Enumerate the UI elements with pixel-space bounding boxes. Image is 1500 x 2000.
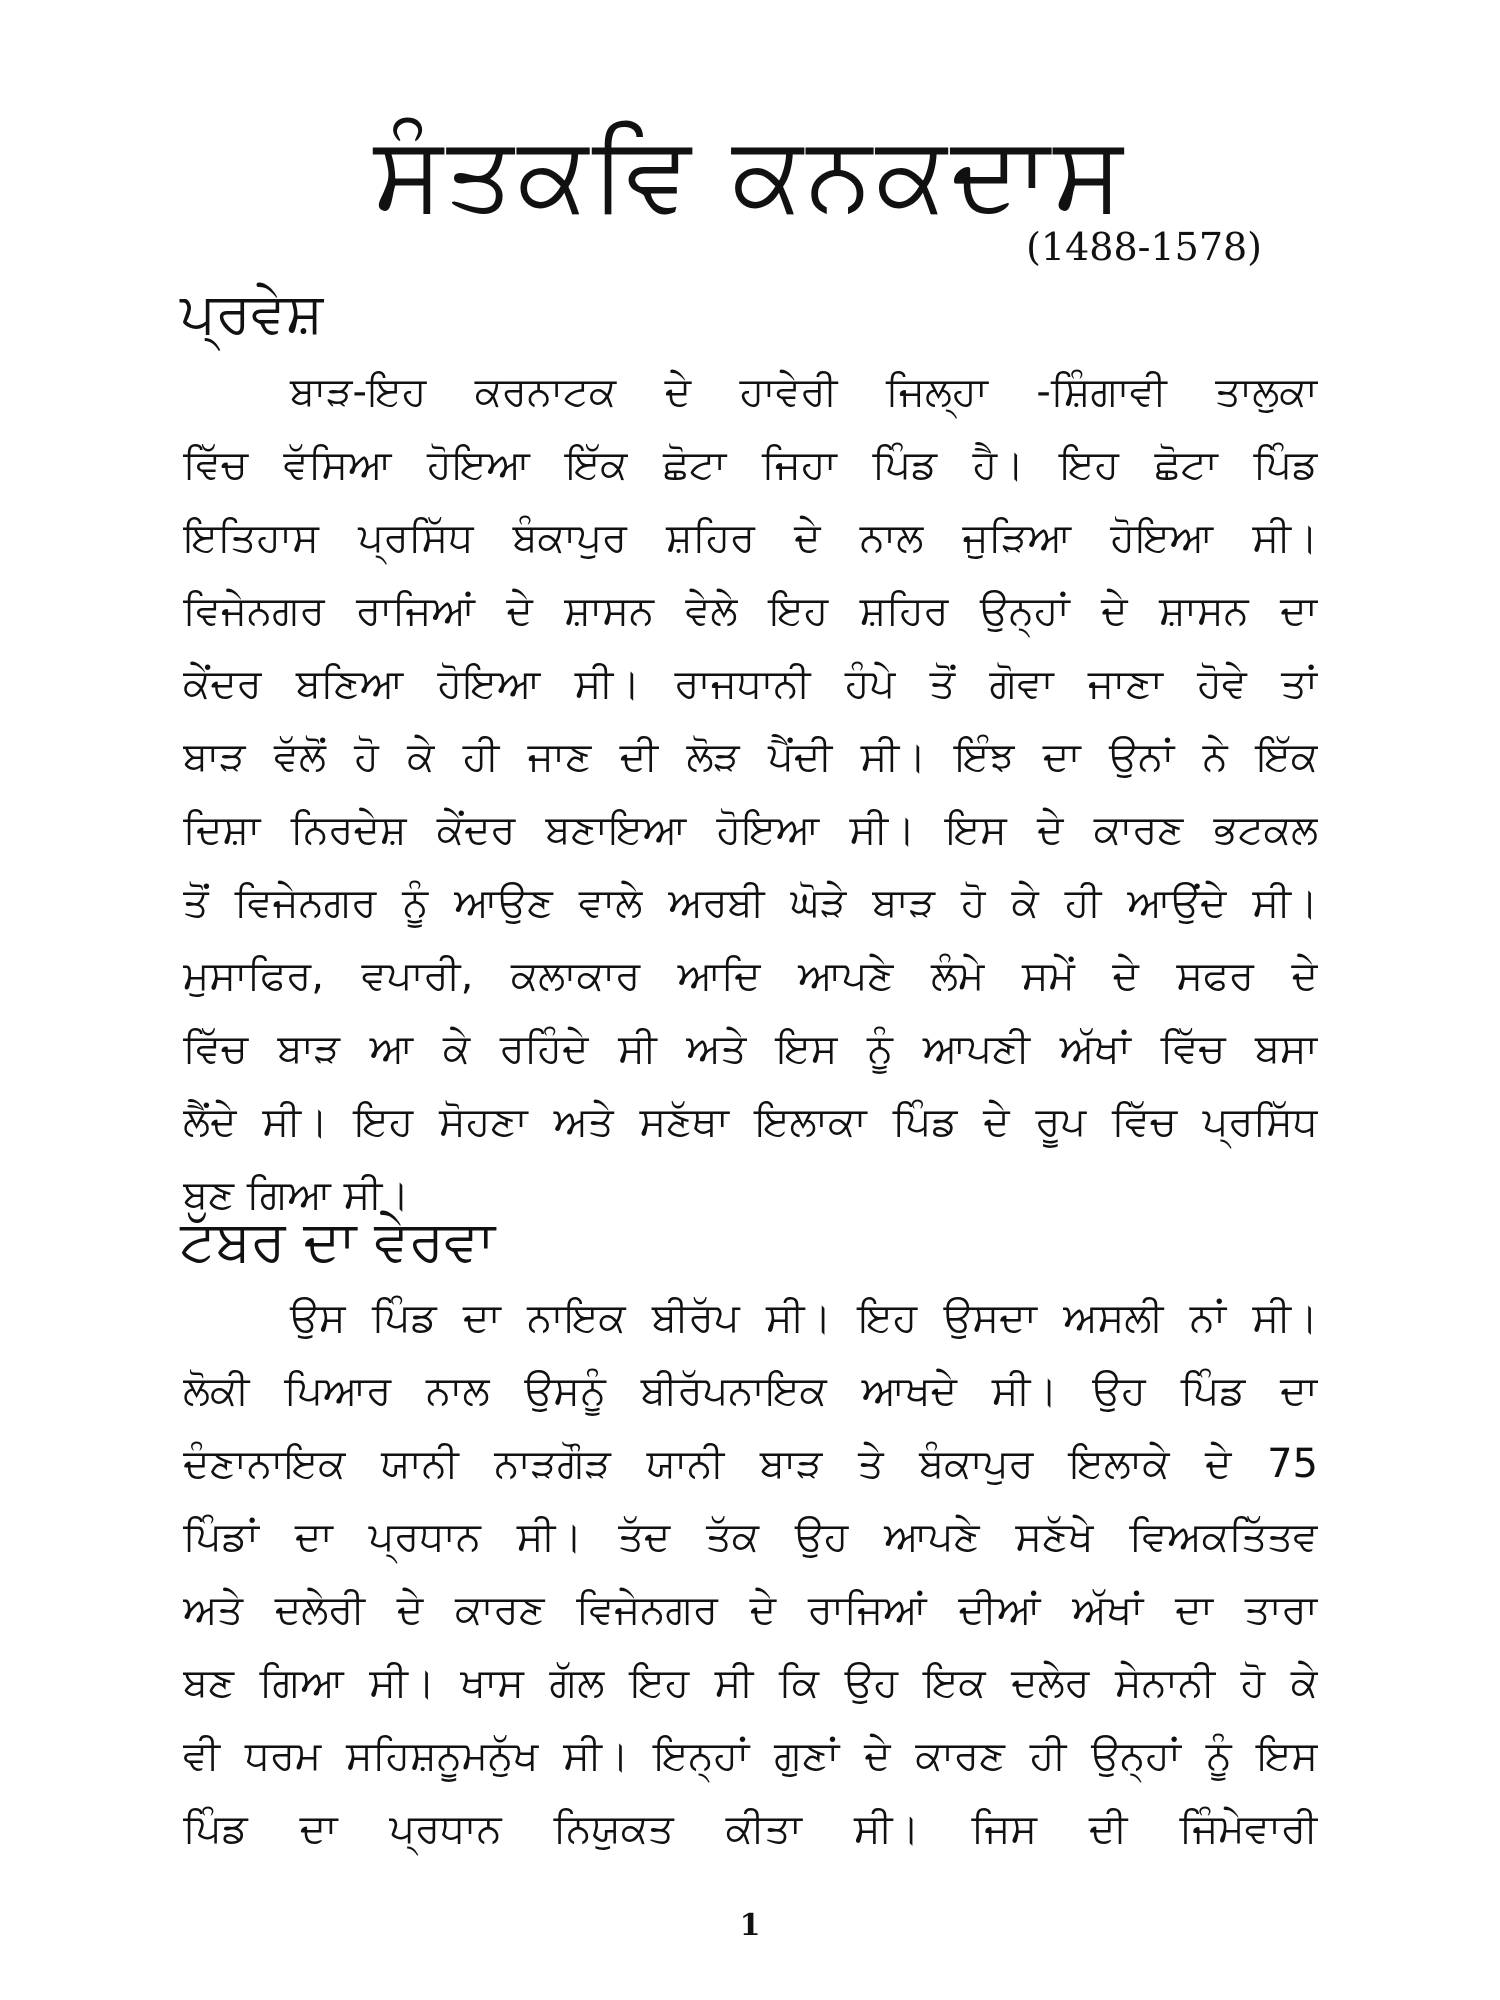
text-line: ਕੇਂਦਰ ਬਣਿਆ ਹੋਇਆ ਸੀ। ਰਾਜਧਾਨੀ ਹੰਪੇ ਤੋਂ ਗੋਵਾ ਜਾਣਾ ਹੋਵੇ ਤਾਂ (183, 661, 1318, 707)
text-line: ਵਿੱਚ ਬਾੜ ਆ ਕੇ ਰਹਿੰਦੇ ਸੀ ਅਤੇ ਇਸ ਨੂੰ ਆਪਣੀ ਅੱਖਾਂ ਵਿੱਚ ਬਸਾ (183, 1026, 1318, 1072)
text-line: ਦਿਸ਼ਾ ਨਿਰਦੇਸ਼ ਕੇਂਦਰ ਬਣਾਇਆ ਹੋਇਆ ਸੀ। ਇਸ ਦੇ ਕਾਰਣ ਭਟਕਲ (183, 807, 1318, 853)
section-heading-introduction: ਪ੍ਰਵੇਸ਼ (180, 281, 324, 346)
text-line: ਵਿੱਚ ਵੱਸਿਆ ਹੋਇਆ ਇੱਕ ਛੋਟਾ ਜਿਹਾ ਪਿੰਡ ਹੈ। ਇਹ ਛੋਟਾ ਪਿੰਡ (183, 442, 1318, 488)
text-line: ਉਸ ਪਿੰਡ ਦਾ ਨਾਇਕ ਬੀਰੱਪ ਸੀ। ਇਹ ਉਸਦਾ ਅਸਲੀ ਨਾਂ ਸੀ। (290, 1295, 1318, 1341)
text-line: ਇਤਿਹਾਸ ਪ੍ਰਸਿੱਧ ਬੰਕਾਪੁਰ ਸ਼ਹਿਰ ਦੇ ਨਾਲ ਜੁੜਿਆ ਹੋਇਆ ਸੀ। (183, 515, 1318, 561)
section-heading-family-details: ਟੱਬਰ ਦਾ ਵੇਰਵਾ (180, 1209, 496, 1274)
paragraph-family-details (183, 1282, 1318, 1866)
text-line: ਵੀ ਧਰਮ ਸਹਿਸ਼ਨੂਮਨੁੱਖ ਸੀ। ਇਨ੍ਹਾਂ ਗੁਣਾਂ ਦੇ ਕਾਰਣ ਹੀ ਉਨ੍ਹਾਂ ਨੂੰ ਇਸ (183, 1733, 1318, 1779)
text-line: ਪਿੰਡ ਦਾ ਪ੍ਰਧਾਨ ਨਿਯੁਕਤ ਕੀਤਾ ਸੀ। ਜਿਸ ਦੀ ਜਿੰਮੇਵਾਰੀ (183, 1806, 1318, 1852)
text-line: ਪਿੰਡਾਂ ਦਾ ਪ੍ਰਧਾਨ ਸੀ। ਤੱਦ ਤੱਕ ਉਹ ਆਪਣੇ ਸਣੱਖੇ ਵਿਅਕਤਿੱਤਵ (183, 1514, 1318, 1560)
text-line: ਅਤੇ ਦਲੇਰੀ ਦੇ ਕਾਰਣ ਵਿਜੇਨਗਰ ਦੇ ਰਾਜਿਆਂ ਦੀਆਂ ਅੱਖਾਂ ਦਾ ਤਾਰਾ (183, 1587, 1318, 1633)
text-line: ਵਿਜੇਨਗਰ ਰਾਜਿਆਂ ਦੇ ਸ਼ਾਸਨ ਵੇਲੇ ਇਹ ਸ਼ਹਿਰ ਉਨ੍ਹਾਂ ਦੇ ਸ਼ਾਸਨ ਦਾ (183, 588, 1318, 634)
text-line: ਲੋਕੀ ਪਿਆਰ ਨਾਲ ਉਸਨੂੰ ਬੀਰੱਪਨਾਇਕ ਆਖਦੇ ਸੀ। ਉਹ ਪਿੰਡ ਦਾ (183, 1368, 1318, 1414)
text-line: ਬਣ ਗਿਆ ਸੀ। (183, 1172, 410, 1218)
text-line: ਬਾੜ-ਇਹ ਕਰਨਾਟਕ ਦੇ ਹਾਵੇਰੀ ਜਿਲ੍ਹਾ -ਸ਼ਿੰਗਾਵੀ ਤਾਲੁਕਾ (290, 369, 1318, 415)
lifespan-years: (1488-1578) (1026, 225, 1262, 269)
text-line: ਮੁਸਾਫਿਰ, ਵਪਾਰੀ, ਕਲਾਕਾਰ ਆਦਿ ਆਪਣੇ ਲੰਮੇ ਸਮੇਂ ਦੇ ਸਫਰ ਦੇ (183, 953, 1318, 999)
text-line: ਲੈਂਦੇ ਸੀ। ਇਹ ਸੋਹਣਾ ਅਤੇ ਸਣੱਥਾ ਇਲਾਕਾ ਪਿੰਡ ਦੇ ਰੂਪ ਵਿੱਚ ਪ੍ਰਸਿੱਧ (183, 1099, 1318, 1145)
text-line: ਬਣ ਗਿਆ ਸੀ। ਖਾਸ ਗੱਲ ਇਹ ਸੀ ਕਿ ਉਹ ਇਕ ਦਲੇਰ ਸੇਨਾਨੀ ਹੋ ਕੇ (183, 1660, 1318, 1706)
text-line: ਬਾੜ ਵੱਲੋਂ ਹੋ ਕੇ ਹੀ ਜਾਣ ਦੀ ਲੋੜ ਪੈਂਦੀ ਸੀ। ਇੰਝ ਦਾ ਉਨਾਂ ਨੇ ਇੱਕ (183, 734, 1318, 780)
paragraph-introduction (183, 356, 1318, 1232)
page-number: 1 (739, 1908, 761, 1943)
text-line: ਦੰਣਾਨਾਇਕ ਯਾਨੀ ਨਾੜਗੌੜ ਯਾਨੀ ਬਾੜ ਤੇ ਬੰਕਾਪੁਰ ਇਲਾਕੇ ਦੇ 75 (183, 1441, 1318, 1487)
page-title: ਸੰਤਕਵਿ ਕਨਕਦਾਸ (373, 112, 1127, 234)
text-line: ਤੋਂ ਵਿਜੇਨਗਰ ਨੂੰ ਆਉਣ ਵਾਲੇ ਅਰਬੀ ਘੋੜੇ ਬਾੜ ਹੋ ਕੇ ਹੀ ਆਉਂਦੇ ਸੀ। (183, 880, 1318, 926)
